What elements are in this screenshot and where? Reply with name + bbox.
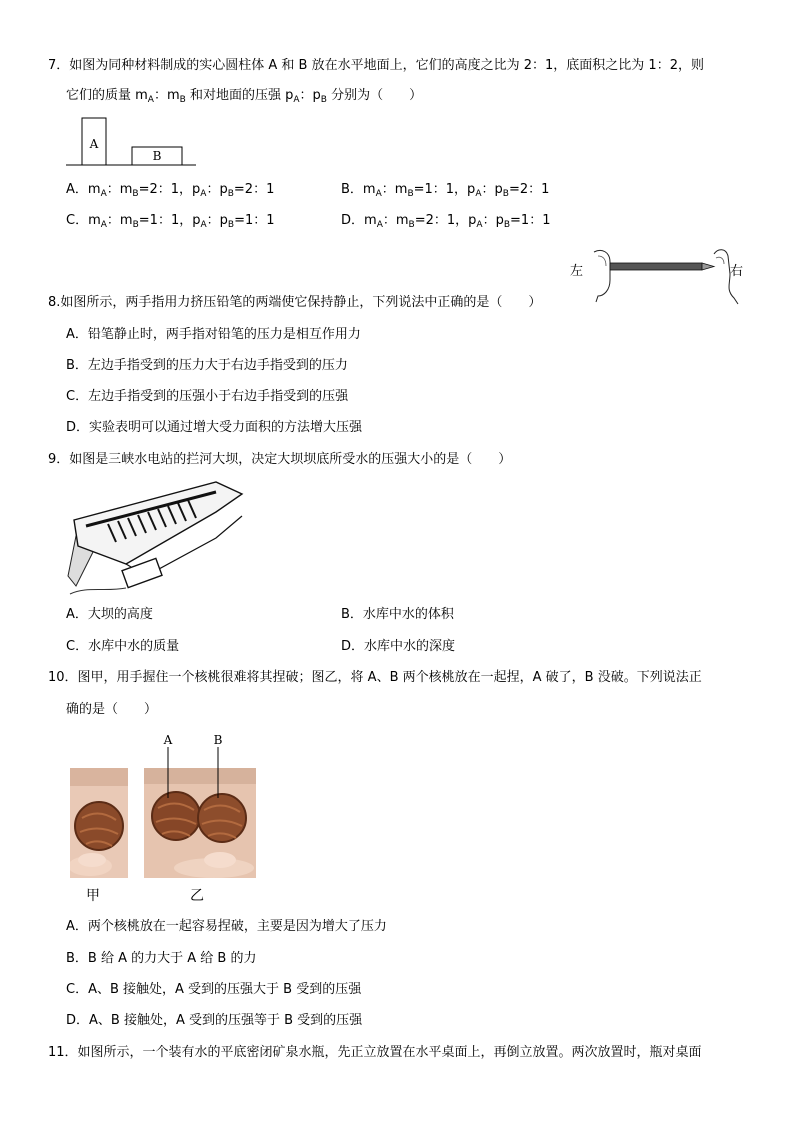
q10-option-a[interactable]: A．两个核桃放在一起容易捏破，主要是因为增大了压力 — [66, 919, 387, 934]
q9-dam-figure — [66, 476, 244, 600]
q10-caption-yi: 乙 — [190, 888, 204, 904]
q7-option-b[interactable]: B．$m_A$：$m_B=1$：1，$p_A$：$p_B=2$：1 — [341, 182, 550, 199]
q8-option-d[interactable]: D．实验表明可以通过增大受力面积的方法增大压强 — [66, 420, 363, 435]
q7-stem-line1: 7．如图为同种材料制成的实心圆柱体 A 和 B 放在水平地面上，它们的高度之比为 2：1，底面积之比为 1：2，则 — [48, 58, 704, 73]
q7-cylinders-figure — [64, 112, 198, 168]
walnut-b-label: B — [213, 733, 223, 747]
q8-pencil-figure — [568, 244, 752, 306]
q9-option-b[interactable]: B．水库中水的体积 — [341, 607, 454, 622]
cylinder-a-label: A — [89, 137, 99, 151]
pencil-tip — [702, 263, 714, 270]
q10-stem-line2: 确的是（ ） — [66, 702, 158, 717]
q9-option-a[interactable]: A．大坝的高度 — [66, 607, 153, 622]
q8-option-c[interactable]: C．左边手指受到的压强小于右边手指受到的压强 — [66, 389, 349, 404]
q8-option-a[interactable]: A．铅笔静止时，两手指对铅笔的压力是相互作用力 — [66, 327, 361, 342]
left-label: 左 — [570, 264, 584, 279]
q10-option-b[interactable]: B．B 给 A 的力大于 A 给 B 的力 — [66, 951, 257, 966]
q8-stem: 8.如图所示，两手指用力挤压铅笔的两端使它保持静止，下列说法中正确的是（ ） — [48, 295, 542, 310]
walnut-a-label: A — [163, 733, 173, 747]
cylinder-b-label: B — [152, 149, 162, 163]
q7-option-a[interactable]: A．$m_A$：$m_B=2$：1，$p_A$：$p_B=2$：1 — [66, 182, 275, 199]
q9-stem: 9．如图是三峡水电站的拦河大坝，决定大坝坝底所受水的压强大小的是（ ） — [48, 452, 512, 467]
q9-option-d[interactable]: D．水库中水的深度 — [341, 639, 456, 654]
pencil — [610, 263, 702, 270]
q7-option-d[interactable]: D．$m_A$：$m_B=2$：1，$p_A$：$p_B=1$：1 — [341, 213, 551, 230]
q7-option-c[interactable]: C．$m_A$：$m_B=1$：1，$p_A$：$p_B=1$：1 — [66, 213, 275, 230]
right-label: 右 — [730, 264, 744, 279]
q9-option-c[interactable]: C．水库中水的质量 — [66, 639, 180, 654]
q10-photo-jia — [70, 768, 128, 878]
q11-stem-line1: 11．如图所示，一个装有水的平底密闭矿泉水瓶，先正立放置在水平桌面上，再倒立放置。两次放置时，瓶对桌面 — [48, 1045, 702, 1060]
q10-option-d[interactable]: D．A、B 接触处，A 受到的压强等于 B 受到的压强 — [66, 1013, 363, 1028]
q10-stem-line1: 10．图甲，用手握住一个核桃很难将其捏破；图乙，将 A、B 两个核桃放在一起捏，A 破了，B 没破。下列说法正 — [48, 670, 702, 685]
q10-caption-jia: 甲 — [86, 888, 100, 904]
q10-option-c[interactable]: C．A、B 接触处，A 受到的压强大于 B 受到的压强 — [66, 982, 362, 997]
q8-option-b[interactable]: B．左边手指受到的压力大于右边手指受到的压力 — [66, 358, 348, 373]
left-finger-icon — [594, 250, 610, 302]
q7-stem-line2: 它们的质量 $m_A$：$m_B$ 和对地面的压强 $p_A$：$p_B$ 分别为（ ） — [66, 88, 423, 105]
